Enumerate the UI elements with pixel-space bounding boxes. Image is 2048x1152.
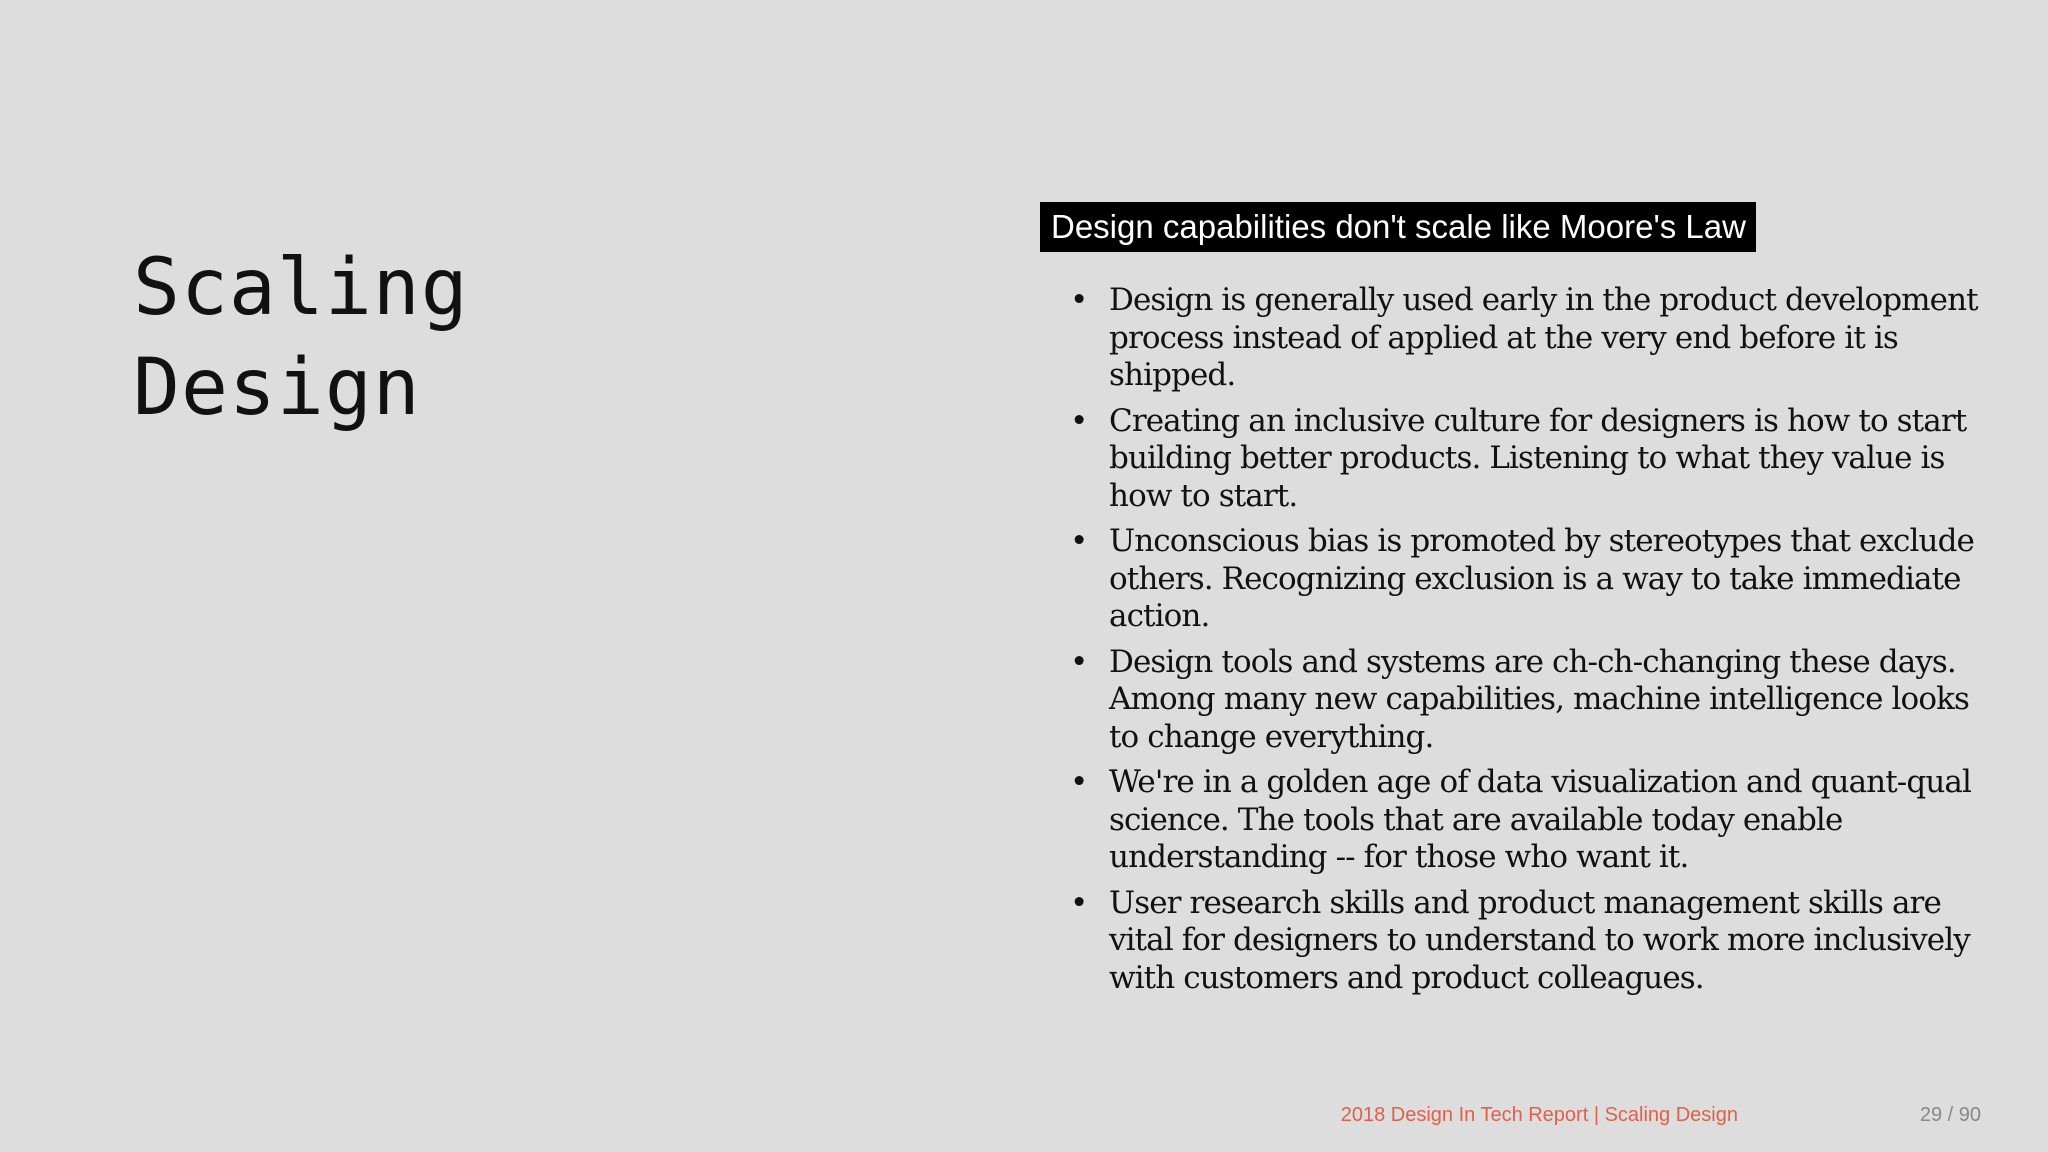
slide-content [1040, 202, 1980, 1005]
slide-title [133, 238, 833, 438]
slide-title-line-2: Design [133, 343, 421, 433]
bullet-item: • Unconscious bias is promoted by stereotypes that exclude others. Recognizing exclusion is a way to take immediate action. [1040, 523, 1980, 636]
footer-caption: 2018 Design In Tech Report | Scaling Design [1340, 1104, 1738, 1126]
bullet-item: • User research skills and product management skills are vital for designers to understand to work more inclusively with customers and product colleagues. [1040, 885, 1980, 998]
page-number: 29 / 90 [1919, 1104, 1981, 1126]
slide-subtitle: Design capabilities don't scale like Moore's Law [1040, 202, 1756, 252]
bullet-item: • Design is generally used early in the product development process instead of applied at the very end before it is shipped. [1040, 282, 1980, 395]
bullet-item: • Design tools and systems are ch-ch-changing these days. Among many new capabilities, machine intelligence looks to change everything. [1040, 644, 1980, 757]
bullet-item: • We're in a golden age of data visualization and quant-qual science. The tools that are available today enable understanding -- for those who want it. [1040, 764, 1980, 877]
slide-title-line-1: Scaling [133, 243, 469, 333]
bullet-item: • Creating an inclusive culture for designers is how to start building better products. Listening to what they value is how to start. [1040, 403, 1980, 516]
bullet-list [1040, 282, 1980, 997]
